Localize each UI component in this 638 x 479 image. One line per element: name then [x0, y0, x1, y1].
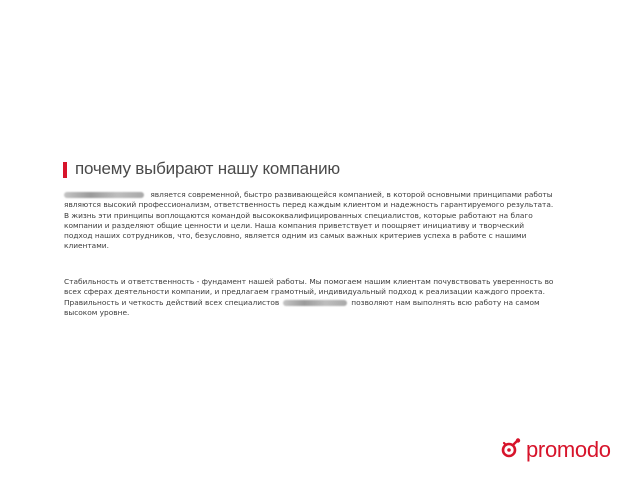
paragraph-2-text-after: позволяют нам выполнять всю работу на самом высоком уровне. [64, 297, 540, 317]
promodo-logo [500, 437, 611, 463]
redacted-company-name [283, 300, 347, 306]
paragraph-2-text-before: Стабильность и ответственность - фундамент нашей работы. Мы помогаем нашим клиентам почувствовать уверенность во всех сферах деятельности компании, и предлагаем грамотный, индивидуальный подход к реализации каждого проекта. Правильность и четкость действий всех специалистов [64, 277, 554, 307]
heading-accent-bar [63, 162, 67, 178]
redacted-company-name [64, 192, 144, 198]
promodo-logo-icon [500, 437, 522, 463]
paragraph-1-text: является современной, быстро развивающейся компанией, в которой основными принципами работы являются высокий профессионализм, ответственность перед каждым клиентом и надежность гарантируемого результата. В жизнь эти принципы воплощаются командой высококвалифицированных специалистов, которые работают на благо компании и разделяют общие ценности и цели. Наша компания приветствует и поощряет инициативу и творческий подход наших сотрудников, что, безусловно, является одним из самых важных критериев успеха в работе с нашими клиентами. [64, 190, 554, 251]
paragraph-1 [64, 190, 554, 252]
page-title: почему выбирают нашу компанию [75, 159, 340, 178]
paragraph-2 [64, 277, 554, 318]
logo-wordmark: promodo [526, 437, 611, 462]
section-heading [63, 159, 340, 179]
